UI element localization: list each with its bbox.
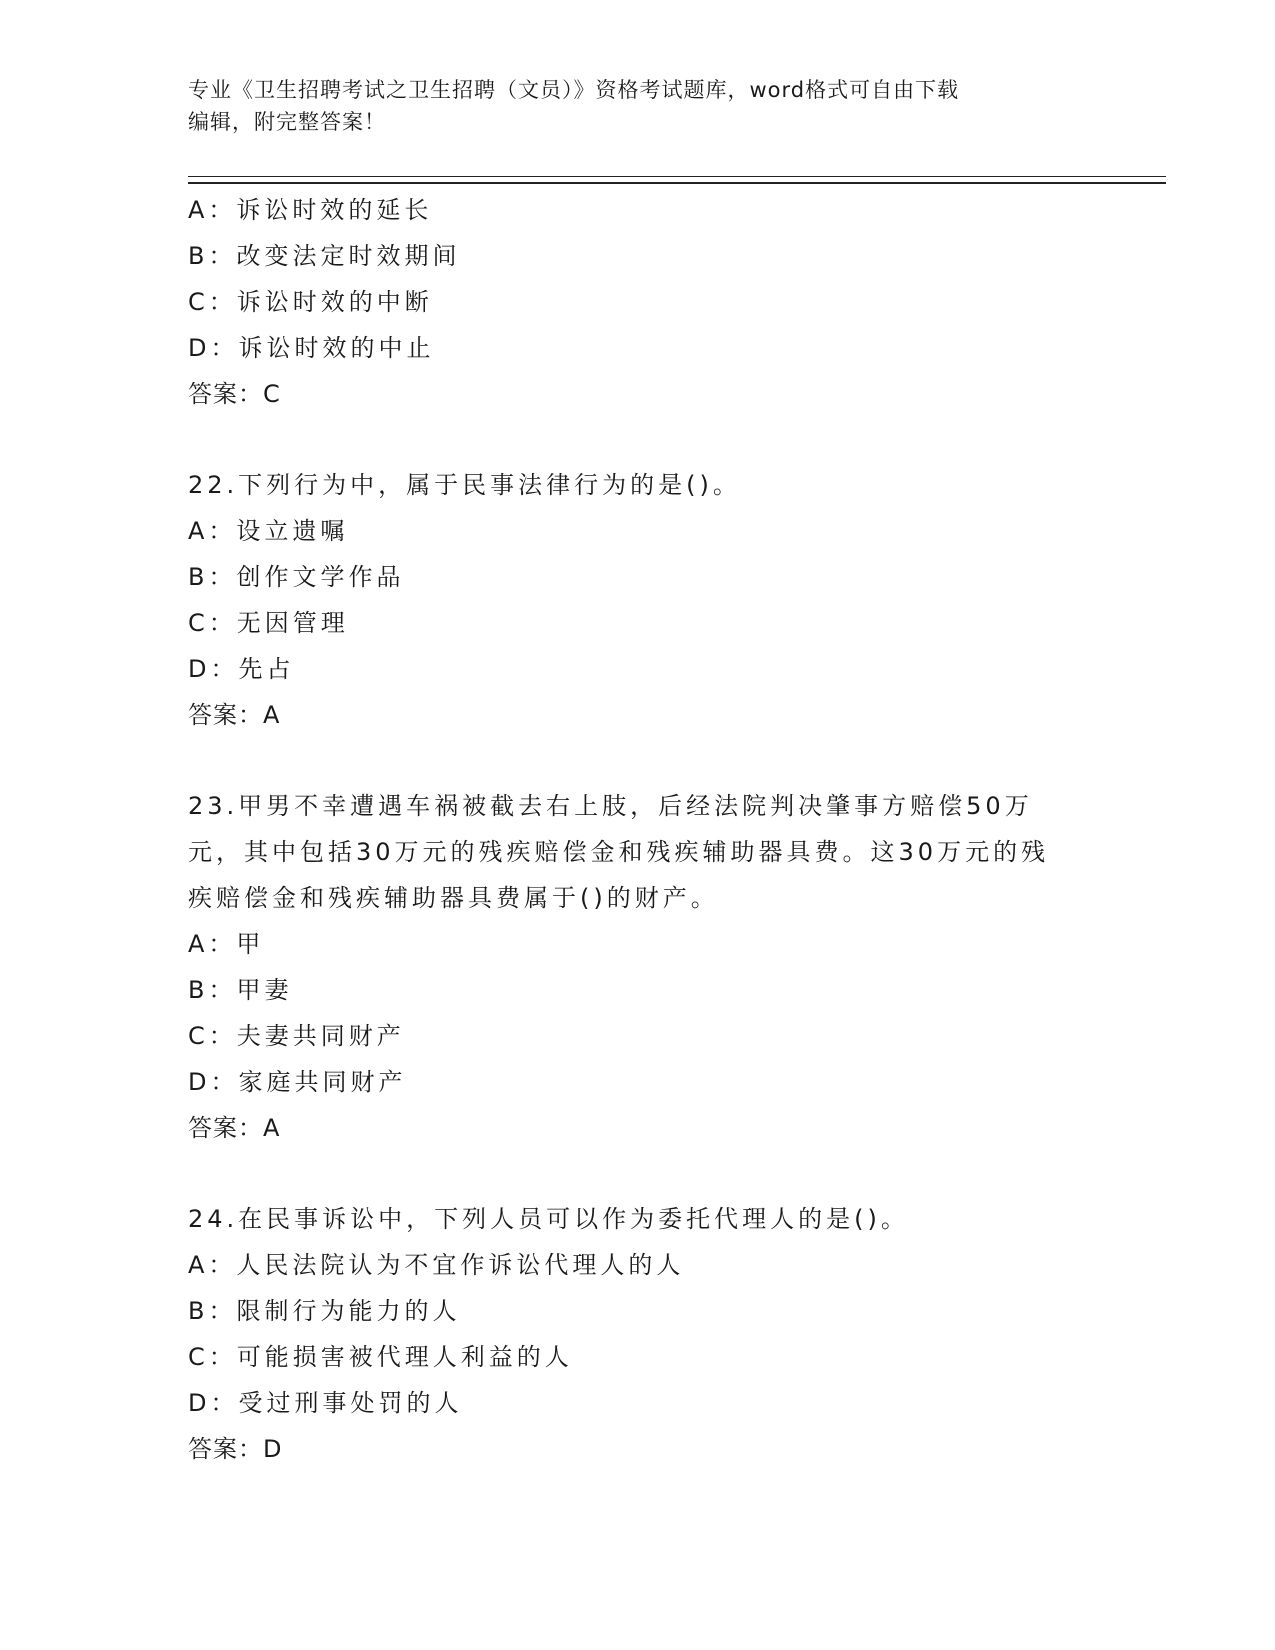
spacer bbox=[188, 417, 1088, 462]
option-a: A：甲 bbox=[188, 930, 265, 958]
spacer bbox=[188, 738, 1088, 783]
option-a: A：设立遗嘱 bbox=[188, 517, 349, 545]
option-c: C：夫妻共同财产 bbox=[188, 1022, 405, 1050]
header-line-1: 专业《卫生招聘考试之卫生招聘（文员）》资格考试题库，word格式可自由下载 bbox=[188, 78, 960, 102]
question-text: 22.下列行为中，属于民事法律行为的是()。 bbox=[188, 471, 741, 499]
answer-line: 答案：D bbox=[188, 1435, 283, 1463]
question-block-23 bbox=[188, 783, 1088, 1151]
option-d: D：先占 bbox=[188, 655, 295, 683]
option-c: C：诉讼时效的中断 bbox=[188, 288, 433, 316]
option-d: D：家庭共同财产 bbox=[188, 1068, 407, 1096]
header-divider-thin bbox=[188, 176, 1166, 177]
question-text: 24.在民事诉讼中，下列人员可以作为委托代理人的是()。 bbox=[188, 1205, 909, 1233]
header-line-2: 编辑，附完整答案！ bbox=[188, 110, 386, 134]
question-block-24 bbox=[188, 1196, 1088, 1472]
option-d: D：受过刑事处罚的人 bbox=[188, 1389, 463, 1417]
question-block-21 bbox=[188, 187, 1088, 417]
answer-line: 答案：A bbox=[188, 701, 281, 729]
answer-line: 答案：A bbox=[188, 1114, 281, 1142]
option-c: C：可能损害被代理人利益的人 bbox=[188, 1343, 573, 1371]
option-d: D：诉讼时效的中止 bbox=[188, 334, 435, 362]
option-a: A：诉讼时效的延长 bbox=[188, 196, 433, 224]
question-block-22 bbox=[188, 462, 1088, 738]
option-b: B：改变法定时效期间 bbox=[188, 242, 461, 270]
spacer bbox=[188, 1151, 1088, 1196]
option-c: C：无因管理 bbox=[188, 609, 349, 637]
header-divider-thick bbox=[188, 182, 1166, 184]
document-header bbox=[188, 74, 1068, 138]
question-list bbox=[188, 187, 1088, 1472]
option-b: B：创作文学作品 bbox=[188, 563, 405, 591]
option-b: B：限制行为能力的人 bbox=[188, 1297, 461, 1325]
option-b: B：甲妻 bbox=[188, 976, 293, 1004]
question-text: 23.甲男不幸遭遇车祸被截去右上肢，后经法院判决肇事方赔偿50万元，其中包括30万元的残疾赔偿金和残疾辅助器具费。这30万元的残疾赔偿金和残疾辅助器具费属于()的财产。 bbox=[188, 792, 1050, 912]
answer-line: 答案：C bbox=[188, 380, 281, 408]
option-a: A：人民法院认为不宜作诉讼代理人的人 bbox=[188, 1251, 685, 1279]
